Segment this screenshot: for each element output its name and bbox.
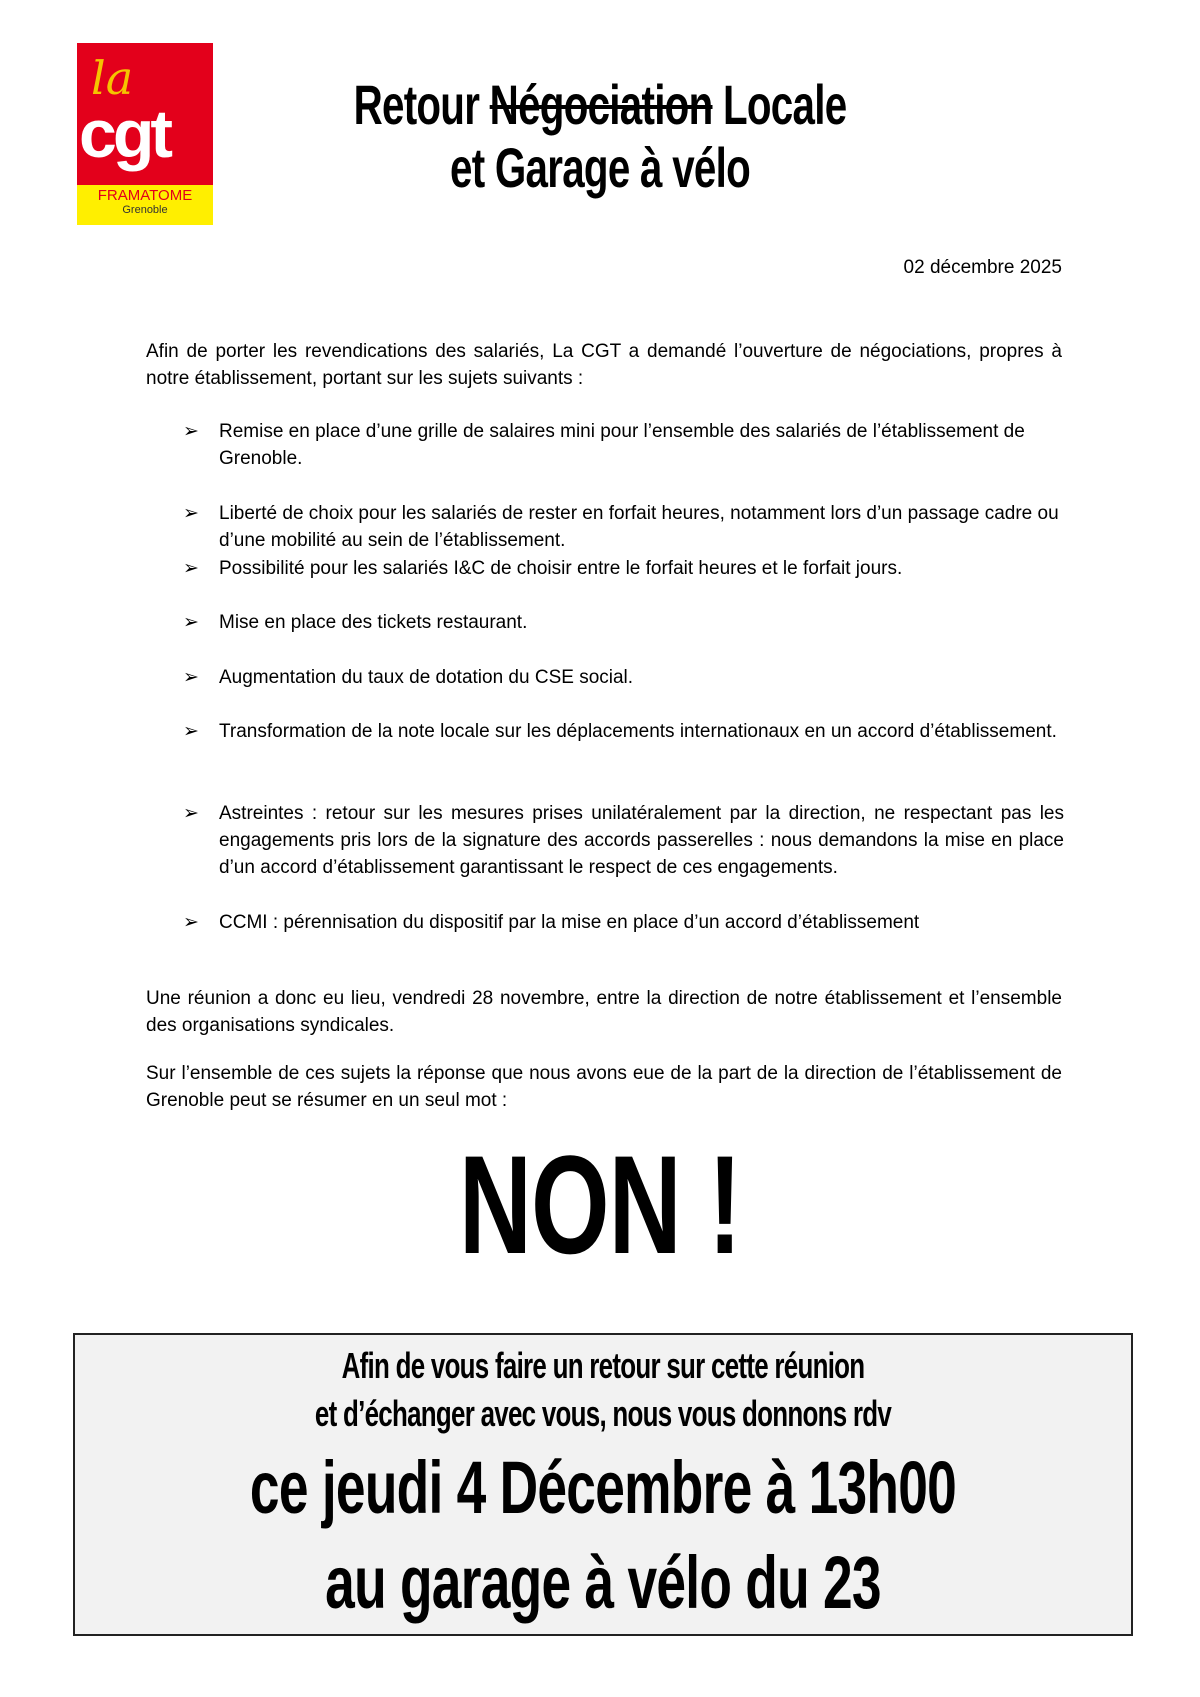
arrow-bullet-icon: ➢ [183, 912, 199, 933]
callout-box [73, 1333, 1133, 1636]
logo-yellow-block [77, 185, 213, 225]
list-item-text: Astreintes : retour sur les mesures prises unilatéralement par la direction, ne respectant pas les engagements pris lors de la signature des accords passerelles : nous demandons la mise en place d’un accord d’établissement garantissant le respect de ces engagements. [219, 803, 1064, 878]
arrow-bullet-icon: ➢ [183, 421, 199, 442]
arrow-bullet-icon: ➢ [183, 612, 199, 633]
title-word: Locale [722, 73, 847, 136]
list-item [183, 718, 1063, 772]
list-item [183, 664, 1063, 691]
arrow-bullet-icon: ➢ [183, 503, 199, 524]
callout-date: ce jeudi 4 Décembre à 13h00 [249, 1446, 957, 1529]
list-item [183, 418, 1063, 472]
answer-non: NON ! [459, 1126, 741, 1283]
meeting-paragraph: Une réunion a donc eu lieu, vendredi 28 novembre, entre la direction de notre établissement et l’ensemble des organisations syndicales. [146, 988, 1062, 1036]
list-item-text: Remise en place d’une grille de salaires mini pour l’ensemble des salariés de l’établissement de Grenoble. [219, 421, 1025, 469]
logo-la: la [91, 51, 134, 105]
list-item [183, 800, 1063, 881]
list-item [183, 609, 1063, 636]
title-word: Retour [353, 73, 480, 136]
answer-intro-paragraph: Sur l’ensemble de ces sujets la réponse que nous avons eue de la part de la direction de l’établissement de Grenoble peut se résumer en un seul mot : [146, 1063, 1062, 1111]
logo-company: FRAMATOME [97, 187, 193, 204]
logo-site: Grenoble [122, 204, 168, 216]
list-item-text: CCMI : pérennisation du dispositif par la mise en place d’un accord d’établissement [219, 912, 920, 933]
title-struck-word: Négociation [489, 73, 713, 136]
list-item-text: Liberté de choix pour les salariés de rester en forfait heures, notamment lors d’un passage cadre ou d’une mobilité au sein de l’établissement. [219, 503, 1059, 551]
callout-line-2: et d’échanger avec vous, nous vous donnons rdv [314, 1393, 892, 1434]
list-item-text: Possibilité pour les salariés I&C de choisir entre le forfait heures et le forfait jours. [219, 558, 903, 579]
logo-red-block [77, 43, 213, 185]
document-date: 02 décembre 2025 [903, 257, 1062, 278]
list-item [183, 909, 1063, 936]
intro-paragraph: Afin de porter les revendications des salariés, La CGT a demandé l’ouverture de négociations, propres à notre établissement, portant sur les sujets suivants : [146, 341, 1062, 389]
list-item-text: Transformation de la note locale sur les déplacements internationaux en un accord d’établissement. [219, 721, 1057, 742]
arrow-bullet-icon: ➢ [183, 558, 199, 579]
cgt-framatome-logo [77, 43, 213, 225]
list-item [183, 500, 1063, 554]
list-item-text: Augmentation du taux de dotation du CSE social. [219, 667, 634, 688]
arrow-bullet-icon: ➢ [183, 667, 199, 688]
title-line-1 [312, 72, 888, 137]
list-item-text: Mise en place des tickets restaurant. [219, 612, 528, 633]
arrow-bullet-icon: ➢ [183, 803, 199, 824]
callout-line-1: Afin de vous faire un retour sur cette réunion [341, 1345, 865, 1386]
list-item [183, 555, 1063, 582]
title-line-2: et Garage à vélo [449, 136, 750, 199]
callout-place: au garage à vélo du 23 [325, 1541, 881, 1624]
logo-cgt: cgt [79, 96, 169, 172]
arrow-bullet-icon: ➢ [183, 721, 199, 742]
